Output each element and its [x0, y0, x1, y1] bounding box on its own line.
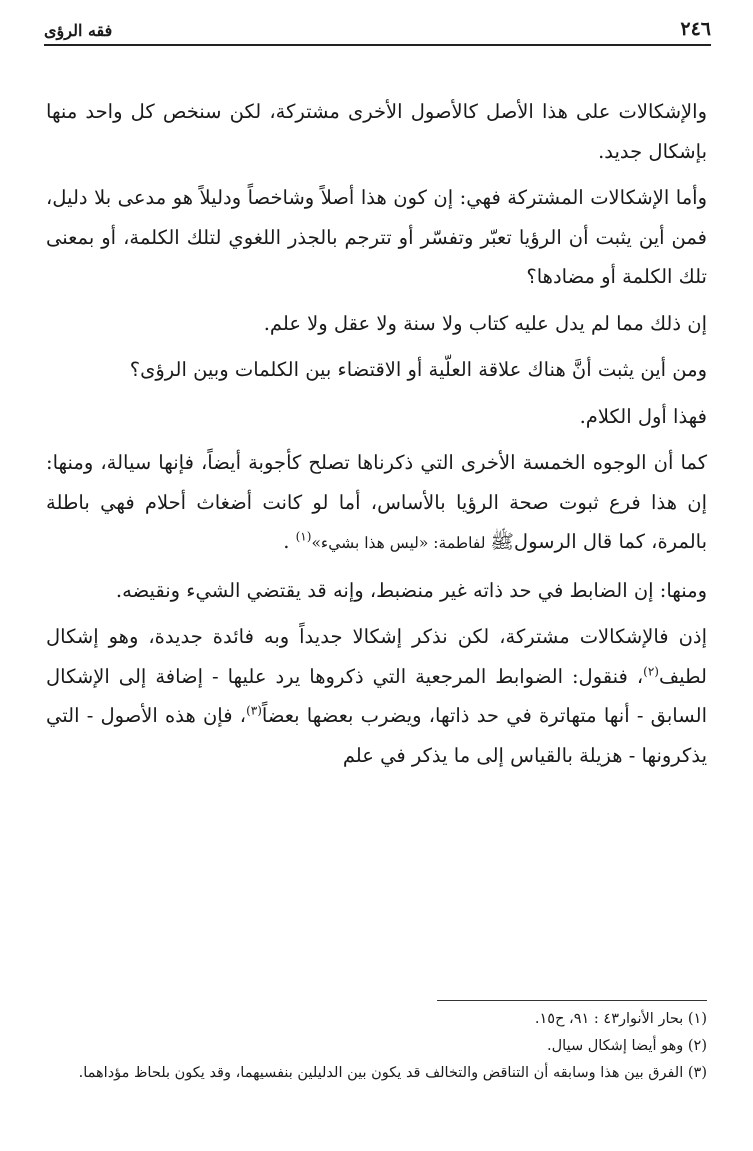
running-title: فقه الرؤى	[44, 21, 113, 40]
footnote-marker-3[interactable]: (٣)	[246, 703, 262, 718]
page-header	[44, 14, 711, 46]
paragraph-6-end: .	[283, 530, 296, 553]
prophet-quote: لفاطمة: «ليس هذا بشيء»	[311, 534, 491, 552]
paragraph-4: ومن أين يثبت أنَّ هناك علاقة العلّية أو الاقتضاء بين الكلمات وبين الرؤى؟	[129, 358, 707, 381]
salawat-glyph: ﷺ	[490, 530, 514, 553]
paragraph-8	[46, 617, 707, 775]
footnote-2: (٢) وهو أيضا إشكال سيال.	[547, 1038, 707, 1054]
paragraph-2: وأما الإشكالات المشتركة فهي: إن كون هذا أصلاً وشاخصاً ودليلاً هو مدعى بلا دليل، فمن أين يثبت أن الرؤيا تعبّر وتفسّر أو تترجم بالجذر اللغوي لتلك الكلمة، أو بمعنى تلك الكلمة أو مضادها؟	[46, 186, 707, 288]
footnotes	[46, 1006, 707, 1087]
paragraph-6	[46, 443, 707, 564]
footnote-marker-1[interactable]: (١)	[295, 529, 312, 544]
footnote-1: (١) بحار الأنوار٤٣ : ٩١، ح١٥.	[534, 1011, 707, 1027]
paragraph-7: ومنها: إن الضابط في حد ذاته غير منضبط، وإنه قد يقتضي الشيء ونقيضه.	[115, 578, 707, 602]
paragraph-6-text: كما أن الوجوه الخمسة الأخرى التي ذكرناها تصلح كأجوبة أيضاً، فإنها سيالة، ومنها: إن هذا فرع ثبوت صحة الرؤيا بالأساس، أما لو كانت أضغاث أحلام فهي باطلة بالمرة، كما قال الرسول	[46, 451, 707, 553]
paragraph-5: فهذا أول الكلام.	[579, 404, 707, 428]
paragraph-8-text-a: إذن فالإشكالات مشتركة، لكن نذكر إشكالا جديداً وبه فائدة جديدة، وهو إشكال لطيف	[46, 625, 707, 688]
page-number: ٢٤٦	[680, 18, 711, 40]
paragraph-3: إن ذلك مما لم يدل عليه كتاب ولا سنة ولا عقل ولا علم.	[263, 311, 707, 335]
paragraph-8-text-b: ، فنقول: الضوابط المرجعية التي ذكروها يرد عليها - إضافة إلى الإشكال السابق - أنها متهاترة في حد ذاتها، ويضرب بعضها بعضاً	[46, 664, 707, 727]
main-text	[46, 92, 707, 775]
footnote-3: (٣) الفرق بين هذا وسابقه أن التناقض والتخالف قد يكون بين الدليلين بنفسيهما، وقد يكون بلحاظ مؤداهما.	[78, 1065, 707, 1081]
footnote-marker-2[interactable]: (٢)	[643, 664, 659, 678]
paragraph-8-text-c: ، فإن هذه الأصول - التي يذكرونها - هزيلة بالقياس إلى ما يذكر في علم	[46, 704, 707, 767]
paragraph-1: والإشكالات على هذا الأصل كالأصول الأخرى مشتركة، لكن سنخص كل واحد منها بإشكال جديد.	[46, 100, 707, 163]
footnote-separator	[437, 1000, 707, 1001]
